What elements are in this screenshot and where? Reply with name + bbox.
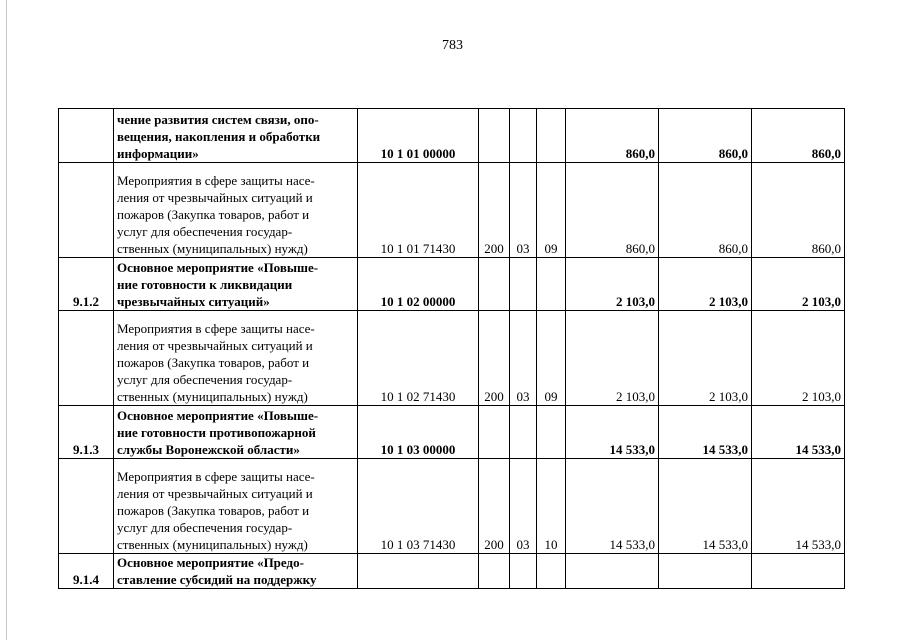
amount-year1-cell: 860,0 [566, 109, 659, 163]
row-description-cell: Мероприятия в сфере защиты насе- ления от чрезвычайных ситуаций и пожаров (Закупка товаров, работ и услуг для обеспечения государ- ственных (муниципальных) нужд) [114, 311, 358, 406]
subsection-cell: 09 [537, 311, 566, 406]
table-row [59, 163, 845, 258]
subsection-cell [537, 109, 566, 163]
table-row [59, 311, 845, 406]
budget-code-cell: 10 1 03 00000 [358, 406, 479, 459]
subsection-cell [537, 258, 566, 311]
row-description-cell: Основное мероприятие «Предо- ставление субсидий на поддержку [114, 554, 358, 589]
budget-code-cell: 10 1 02 71430 [358, 311, 479, 406]
scan-margin-line [6, 0, 7, 640]
amount-year2-cell: 860,0 [659, 109, 752, 163]
amount-year1-cell: 2 103,0 [566, 311, 659, 406]
subsection-cell [537, 554, 566, 589]
row-description-cell: Мероприятия в сфере защиты насе- ления от чрезвычайных ситуаций и пожаров (Закупка товаров, работ и услуг для обеспечения государ- ственных (муниципальных) нужд) [114, 459, 358, 554]
amount-year3-cell: 14 533,0 [752, 459, 845, 554]
amount-year3-cell: 2 103,0 [752, 311, 845, 406]
expense-type-cell [479, 109, 510, 163]
amount-year3-cell: 14 533,0 [752, 406, 845, 459]
page-number: 783 [442, 38, 463, 53]
row-number-cell: 9.1.2 [59, 258, 114, 311]
expense-type-cell [479, 406, 510, 459]
expense-type-cell [479, 554, 510, 589]
table-row [59, 459, 845, 554]
amount-year2-cell [659, 554, 752, 589]
subsection-cell [537, 406, 566, 459]
row-number-cell: 9.1.4 [59, 554, 114, 589]
section-cell: 03 [510, 163, 537, 258]
amount-year1-cell [566, 554, 659, 589]
budget-code-cell [358, 554, 479, 589]
amount-year3-cell [752, 554, 845, 589]
row-number-cell [59, 311, 114, 406]
amount-year3-cell: 860,0 [752, 163, 845, 258]
amount-year2-cell: 2 103,0 [659, 311, 752, 406]
budget-code-cell: 10 1 03 71430 [358, 459, 479, 554]
row-number-cell [59, 163, 114, 258]
expense-type-cell: 200 [479, 311, 510, 406]
budget-code-cell: 10 1 01 00000 [358, 109, 479, 163]
amount-year2-cell: 2 103,0 [659, 258, 752, 311]
amount-year3-cell: 2 103,0 [752, 258, 845, 311]
subsection-cell: 09 [537, 163, 566, 258]
amount-year1-cell: 2 103,0 [566, 258, 659, 311]
row-number-cell [59, 459, 114, 554]
table-row [59, 406, 845, 459]
expense-type-cell [479, 258, 510, 311]
section-cell [510, 406, 537, 459]
section-cell: 03 [510, 459, 537, 554]
budget-code-cell: 10 1 02 00000 [358, 258, 479, 311]
row-number-cell: 9.1.3 [59, 406, 114, 459]
section-cell [510, 258, 537, 311]
expense-type-cell: 200 [479, 163, 510, 258]
amount-year1-cell: 860,0 [566, 163, 659, 258]
amount-year1-cell: 14 533,0 [566, 406, 659, 459]
section-cell [510, 554, 537, 589]
section-cell: 03 [510, 311, 537, 406]
amount-year2-cell: 14 533,0 [659, 406, 752, 459]
amount-year2-cell: 14 533,0 [659, 459, 752, 554]
row-description-cell: Основное мероприятие «Повыше- ние готовности противопожарной службы Воронежской области» [114, 406, 358, 459]
budget-table-body [59, 109, 845, 589]
budget-code-cell: 10 1 01 71430 [358, 163, 479, 258]
row-description-cell: Основное мероприятие «Повыше- ние готовности к ликвидации чрезвычайных ситуаций» [114, 258, 358, 311]
subsection-cell: 10 [537, 459, 566, 554]
amount-year2-cell: 860,0 [659, 163, 752, 258]
expense-type-cell: 200 [479, 459, 510, 554]
row-description-cell: Мероприятия в сфере защиты насе- ления от чрезвычайных ситуаций и пожаров (Закупка товаров, работ и услуг для обеспечения государ- ственных (муниципальных) нужд) [114, 163, 358, 258]
section-cell [510, 109, 537, 163]
row-number-cell [59, 109, 114, 163]
row-description-cell: чение развития систем связи, опо- вещения, накопления и обработки информации» [114, 109, 358, 163]
amount-year3-cell: 860,0 [752, 109, 845, 163]
table-row [59, 554, 845, 589]
table-row [59, 109, 845, 163]
budget-table [58, 108, 845, 589]
table-row [59, 258, 845, 311]
amount-year1-cell: 14 533,0 [566, 459, 659, 554]
